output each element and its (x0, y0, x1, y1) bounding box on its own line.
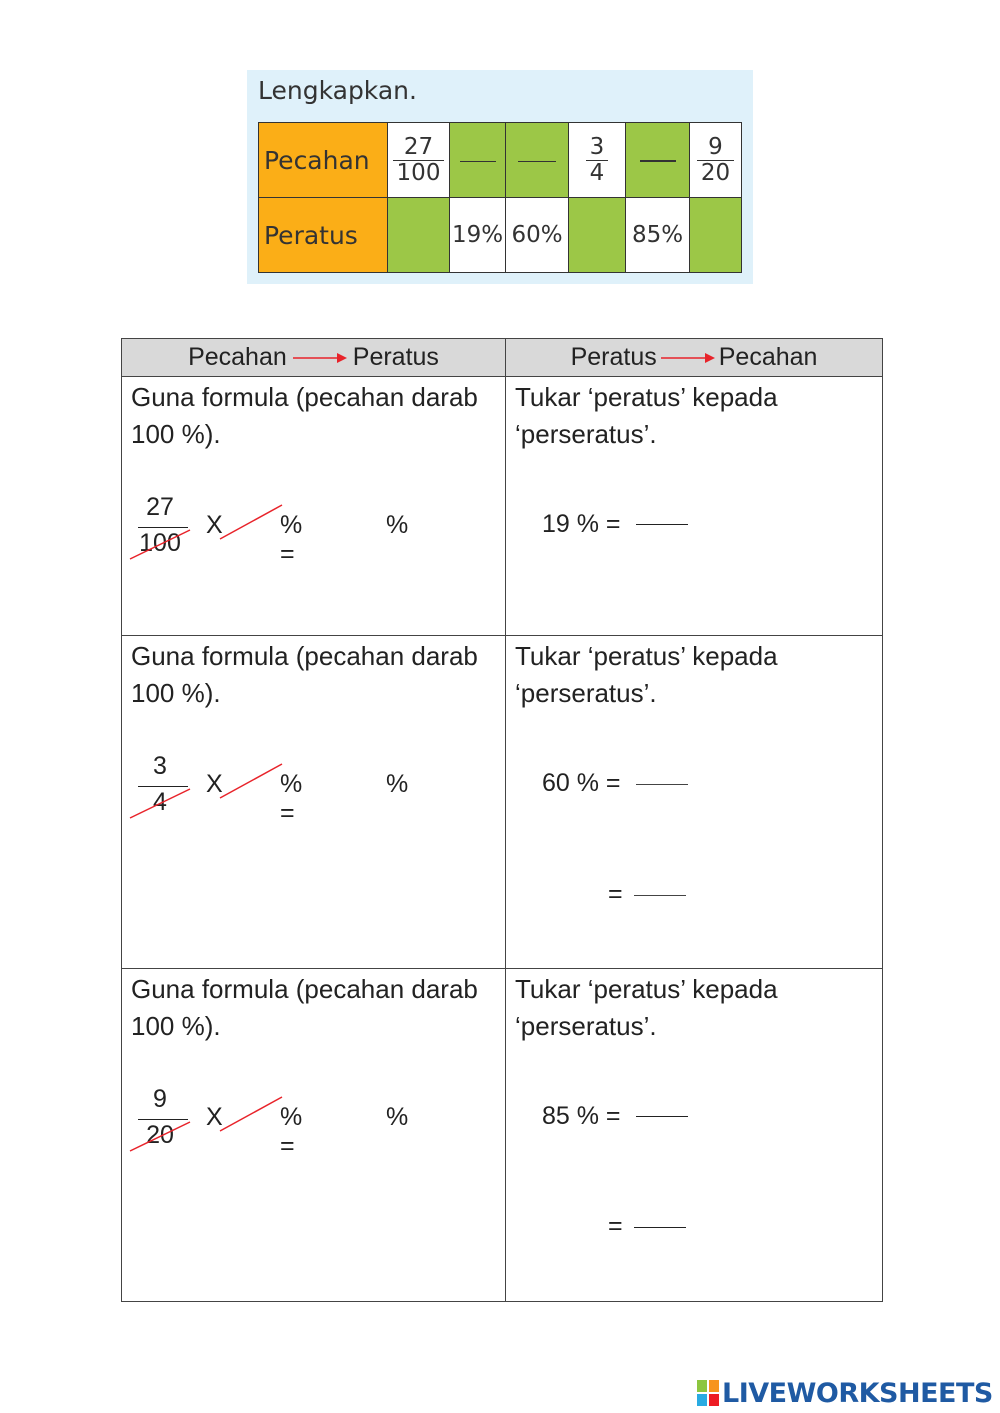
second-equation: = (608, 1212, 623, 1240)
numerator: 27 (393, 135, 445, 160)
percent-equals: % = (280, 770, 303, 827)
fraction-cell (690, 123, 742, 198)
multiply-sign: X (206, 770, 223, 798)
fraction-to-percent-cell (122, 377, 506, 636)
left-instruction: Guna formula (pecahan darab 100 %). (131, 974, 478, 1041)
percent-to-fraction-cell (506, 377, 883, 636)
arrow-right-icon (661, 352, 715, 364)
multiply-sign: X (206, 511, 223, 539)
worksheet-header-row (122, 339, 883, 377)
percent-blank-cell (388, 198, 450, 273)
peratus-row (259, 198, 742, 273)
percent-cell: 85% (626, 198, 690, 273)
percent-equation: 60 % = (542, 769, 621, 797)
percent-blank-cell (690, 198, 742, 273)
liveworksheets-logo-text: LIVEWORKSHEETS (722, 1377, 993, 1409)
peratus-row-label: Peratus (259, 198, 388, 273)
fraction-to-percent-cell (122, 969, 506, 1302)
percent-to-fraction-cell (506, 969, 883, 1302)
exercise-panel (247, 70, 753, 284)
cancel-strokes (130, 1085, 290, 1145)
header-fraction-to-percent (122, 339, 506, 377)
formula-numerator: 9 (153, 1085, 167, 1113)
right-instruction: Tukar ‘peratus’ kepada ‘perseratus’. (515, 974, 778, 1041)
fraction (697, 135, 734, 184)
pecahan-row (259, 123, 742, 198)
percent-cell: 19% (450, 198, 506, 273)
fraction-blank-cell (506, 123, 569, 198)
formula-denominator: 4 (153, 788, 167, 816)
answer-line (634, 1227, 686, 1228)
percent-to-fraction-cell (506, 636, 883, 969)
percent-blank-cell (569, 198, 626, 273)
second-equation: = (608, 880, 623, 908)
multiply-sign: X (206, 1103, 223, 1131)
right-instruction: Tukar ‘peratus’ kepada ‘perseratus’. (515, 382, 778, 449)
denominator: 100 (396, 159, 441, 186)
fraction-blank-line (518, 161, 556, 162)
denominator: 20 (700, 159, 731, 186)
fraction-blank-line (640, 160, 676, 162)
answer-line (636, 784, 688, 785)
formula-denominator: 20 (146, 1121, 174, 1149)
percent-equals: % = (280, 511, 303, 568)
fraction-blank-line (460, 161, 496, 162)
fraction (393, 135, 445, 184)
exercise-title: Lengkapkan. (258, 76, 417, 105)
left-instruction: Guna formula (pecahan darab 100 %). (131, 641, 478, 708)
pecahan-row-label: Pecahan (259, 123, 388, 198)
formula-numerator: 3 (153, 752, 167, 780)
arrow-right-icon (293, 352, 347, 364)
header-left-to: Peratus (352, 343, 439, 371)
denominator: 4 (589, 159, 605, 186)
formula-denominator: 100 (139, 529, 181, 557)
percent-equals: % = (280, 1103, 303, 1160)
liveworksheets-logo-icon (697, 1380, 719, 1406)
worksheet-row (122, 377, 883, 636)
percent-result: % (386, 770, 409, 798)
left-instruction: Guna formula (pecahan darab 100 %). (131, 382, 478, 449)
worksheet-table (121, 338, 883, 1302)
fraction-cell (388, 123, 450, 198)
fraction-blank-cell (626, 123, 690, 198)
right-instruction: Tukar ‘peratus’ kepada ‘perseratus’. (515, 641, 778, 708)
liveworksheets-logo (697, 1378, 993, 1408)
worksheet-row (122, 969, 883, 1302)
cancel-strokes (130, 493, 290, 553)
fraction-cell (569, 123, 626, 198)
percent-result: % (386, 511, 409, 539)
header-left-from: Pecahan (188, 343, 287, 371)
exercise-table (258, 122, 742, 273)
percent-equation: 85 % = (542, 1102, 621, 1130)
answer-line (634, 895, 686, 896)
fraction (586, 135, 609, 184)
percent-cell: 60% (506, 198, 569, 273)
header-percent-to-fraction (506, 339, 883, 377)
percent-result: % (386, 1103, 409, 1131)
cancel-strokes (130, 752, 290, 812)
worksheet-row (122, 636, 883, 969)
header-right-from: Peratus (570, 343, 657, 371)
percent-equation: 19 % = (542, 510, 621, 538)
answer-line (636, 1116, 688, 1117)
numerator: 3 (586, 135, 609, 160)
fraction-to-percent-cell (122, 636, 506, 969)
fraction-blank-cell (450, 123, 506, 198)
numerator: 9 (697, 135, 734, 160)
formula-numerator: 27 (146, 493, 174, 521)
answer-line (636, 524, 688, 525)
header-right-to: Pecahan (718, 343, 818, 371)
